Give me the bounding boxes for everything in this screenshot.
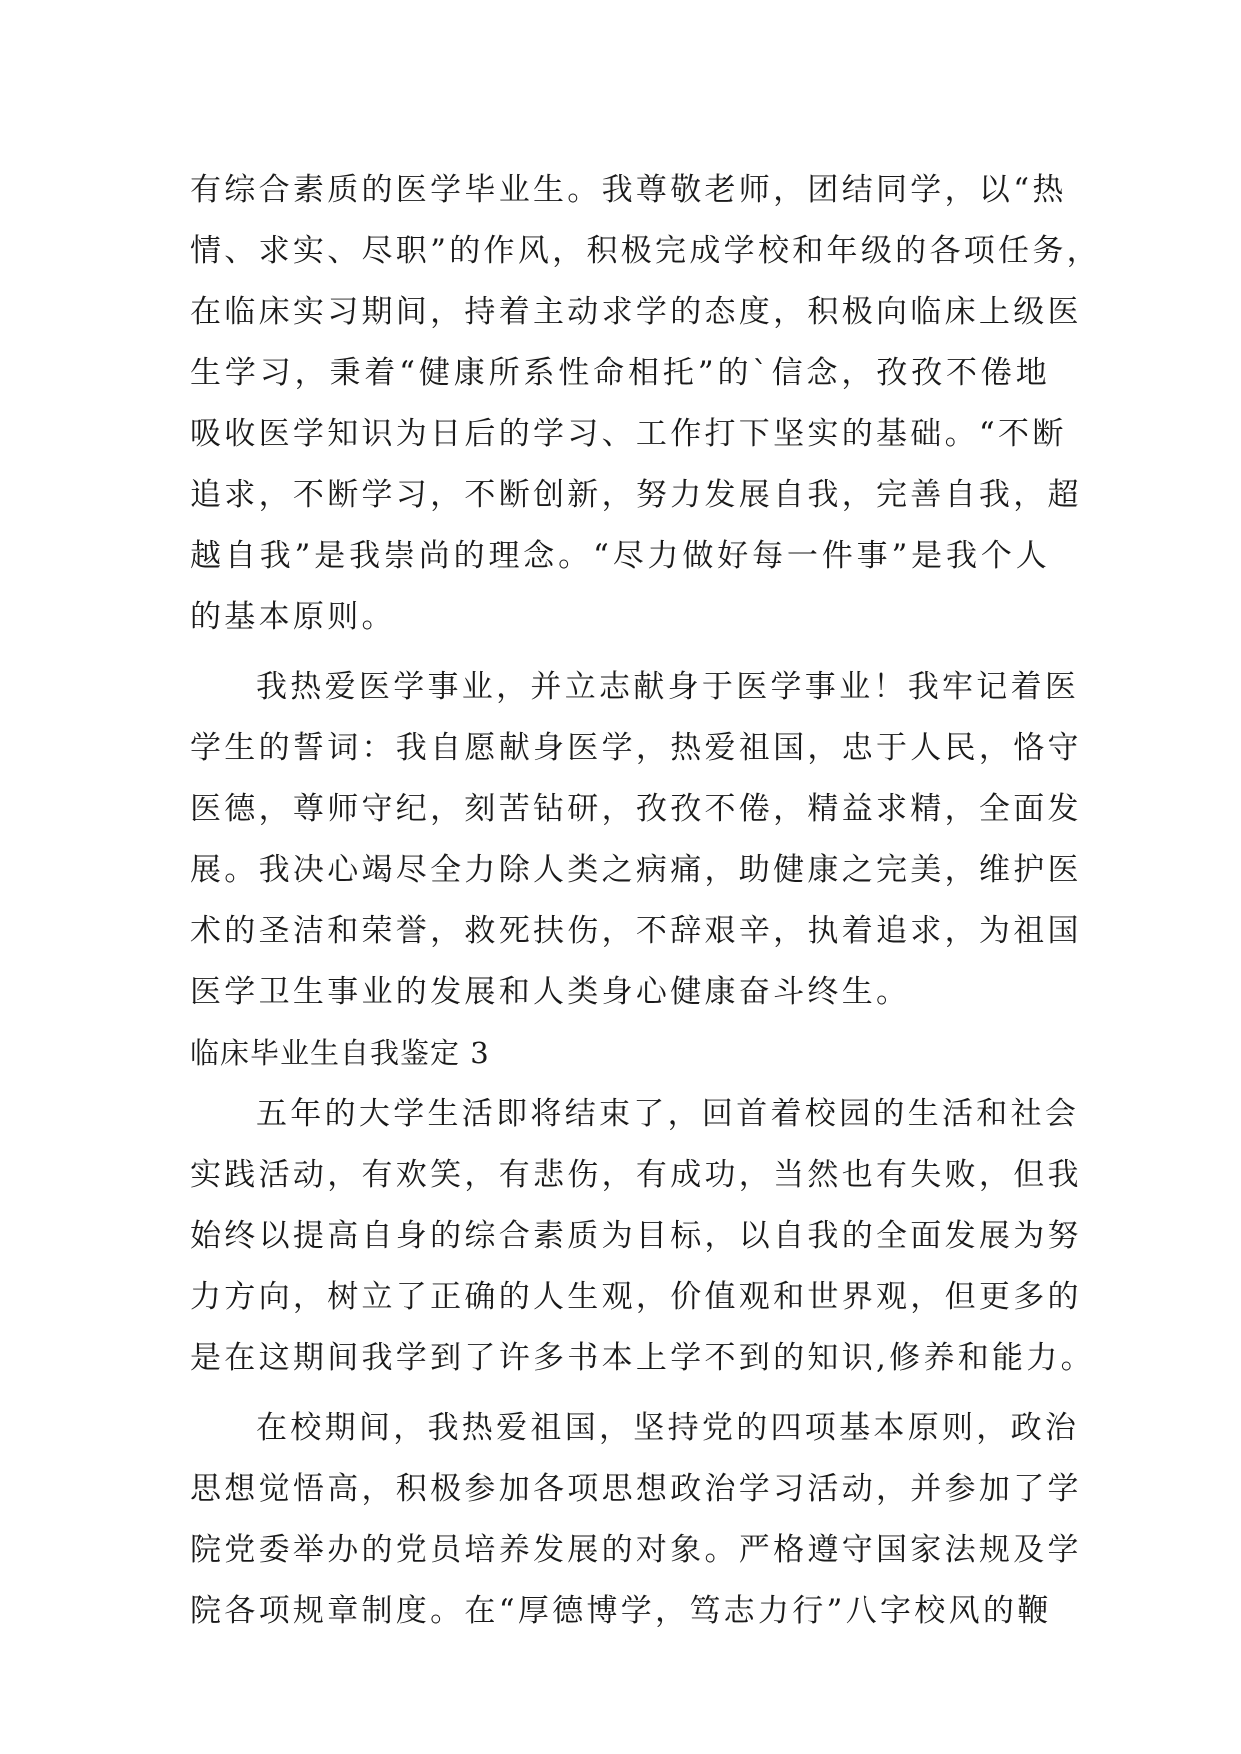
text-line: 术的圣洁和荣誉，救死扶伤，不辞艰辛，执着追求，为祖国 [190,913,1082,949]
text-line: 思想觉悟高，积极参加各项思想政治学习活动，并参加了学 [190,1471,1082,1507]
text-line: 是在这期间我学到了许多书本上学不到的知识,修养和能力。 [190,1340,1095,1376]
text-line: 情、求实、尽职”的作风，积极完成学校和年级的各项任务， [190,233,1101,269]
text-line: 越自我”是我崇尚的理念。“尽力做好每一件事”是我个人 [190,538,1050,574]
paragraph-4 [190,1398,1082,1642]
text-line: 力方向，树立了正确的人生观，价值观和世界观，但更多的 [190,1279,1082,1315]
text-line: 追求，不断学习，不断创新，努力发展自我，完善自我，超 [190,477,1082,513]
text-line: 的基本原则。 [190,599,396,635]
text-line: 在校期间，我热爱祖国，坚持党的四项基本原则，政治 [256,1410,1080,1446]
text-line: 学生的誓词：我自愿献身医学，热爱祖国，忠于人民，恪守 [190,730,1082,766]
text-line: 有综合素质的医学毕业生。我尊敬老师，团结同学，以“热 [190,172,1067,208]
text-line: 生学习，秉着“健康所系性命相托”的`信念，孜孜不倦地 [190,355,1050,391]
paragraph-3 [190,1084,1095,1389]
text-line: 在临床实习期间，持着主动求学的态度，积极向临床上级医 [190,294,1082,330]
text-line: 院党委举办的党员培养发展的对象。严格遵守国家法规及学 [190,1532,1082,1568]
text-line: 医德，尊师守纪，刻苦钻研，孜孜不倦，精益求精，全面发 [190,791,1082,827]
paragraph-2 [190,657,1082,1023]
text-line: 五年的大学生活即将结束了，回首着校园的生活和社会 [256,1096,1080,1132]
text-line: 我热爱医学事业，并立志献身于医学事业！我牢记着医 [256,669,1080,705]
section-heading: 临床毕业生自我鉴定 3 [190,1036,490,1070]
text-line: 医学卫生事业的发展和人类身心健康奋斗终生。 [190,974,911,1010]
text-line: 实践活动，有欢笑，有悲伤，有成功，当然也有失败，但我 [190,1157,1082,1193]
document-page [190,160,1101,1642]
text-line: 始终以提高自身的综合素质为目标，以自我的全面发展为努 [190,1218,1082,1254]
text-line: 展。我决心竭尽全力除人类之病痛，助健康之完美，维护医 [190,852,1082,888]
paragraph-1 [190,160,1101,648]
text-line: 院各项规章制度。在“厚德博学，笃志力行”八字校风的鞭 [190,1593,1052,1629]
text-line: 吸收医学知识为日后的学习、工作打下坚实的基础。“不断 [190,416,1067,452]
